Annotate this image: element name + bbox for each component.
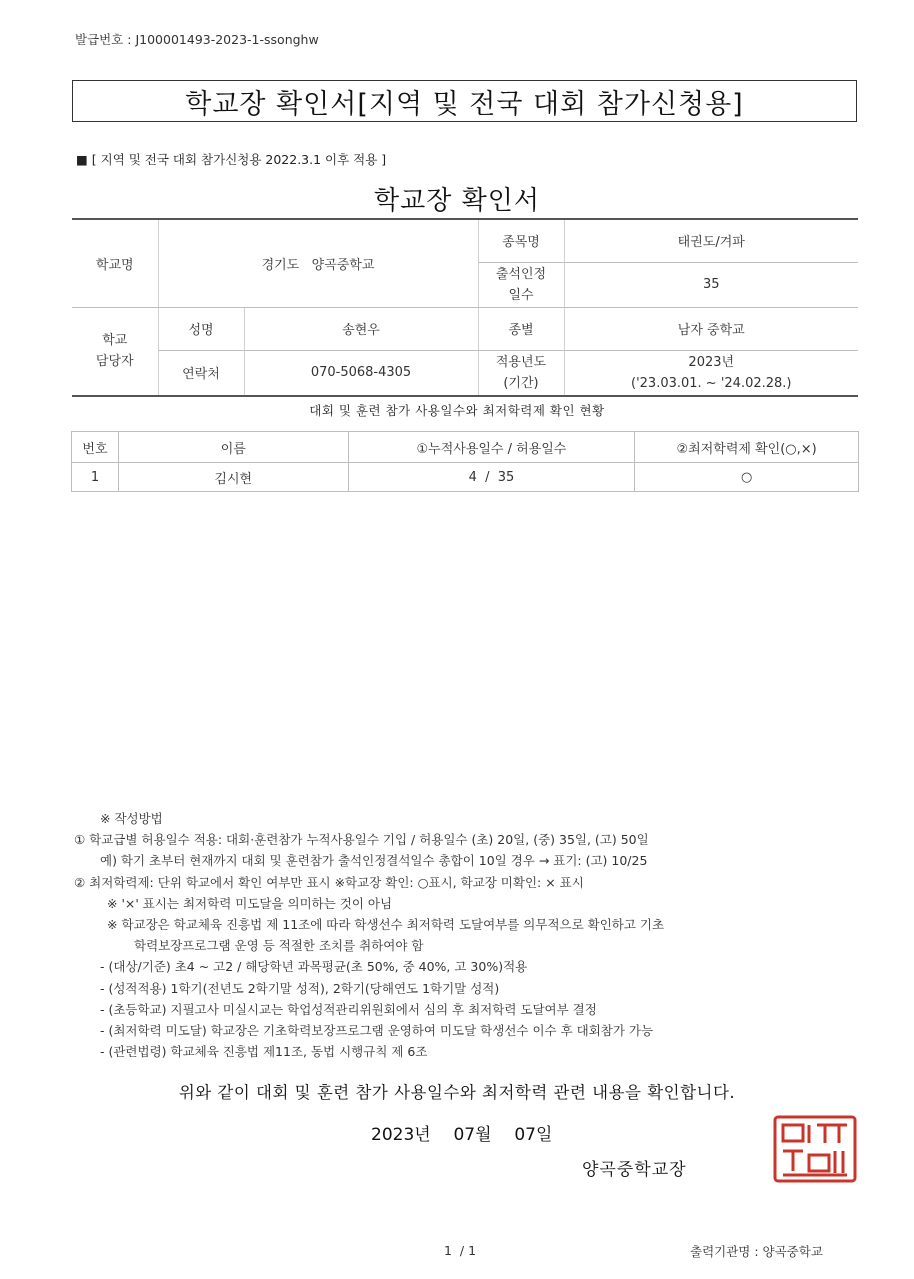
scope-line: ■ [ 지역 및 전국 대회 참가신청용 2022.3.1 이후 적용 ] [76, 152, 387, 167]
col-days-header: ①누적사용일수 / 허용일수 [348, 432, 635, 463]
seal-glyphs [783, 1125, 847, 1175]
col-no-header: 번호 [72, 432, 119, 463]
attend-label-line1: 출석인정 [495, 266, 547, 282]
issue-date: 2023년 07월 07일 [371, 1125, 553, 1145]
detail-1: - (대상/기준) 초4 ~ 고2 / 해당학년 과목평균(초 50%, 중 40%, 고 30%)적용 [100, 959, 528, 975]
issue-number: 발급번호 : J100001493-2023-1-ssonghw [75, 32, 319, 47]
col-name-header: 이름 [118, 432, 348, 463]
detail-3: - (초등학교) 지필고사 미실시교는 학업성적관리위원회에서 심의 후 최저학력 도달여부 결정 [100, 1001, 597, 1017]
attend-label-line2: 일수 [508, 287, 534, 303]
note-2-b-cont: 학력보장프로그램 운영 등 적절한 조치를 취하여야 함 [134, 938, 424, 954]
detail-5: - (관련법령) 학교체육 진흥법 제11조, 동법 시행규칙 제 6조 [100, 1044, 428, 1060]
writing-notes [74, 808, 664, 1062]
table-row [72, 463, 859, 492]
manager-label-line2: 담당자 [95, 354, 134, 369]
type-label: 종별 [478, 307, 564, 350]
note-1-example: 예) 학기 초부터 현재까지 대회 및 훈련참가 출석인정결석일수 총합이 10일 경우 → 표기: (고) 10/25 [100, 853, 648, 869]
confirmation-statement: 위와 같이 대회 및 훈련 참가 사용일수와 최저학력 관련 내용을 확인합니다. [178, 1083, 736, 1102]
principal-name: 양곡중학교장 [582, 1160, 687, 1180]
detail-2: - (성적적용) 1학기(전년도 2학기말 성적), 2학기(당해연도 1학기말 성적) [100, 980, 500, 996]
row-name: 김시현 [118, 463, 348, 492]
year-value [564, 350, 858, 396]
school-value: 경기도 양곡중학교 [158, 219, 478, 307]
status-header-row [72, 432, 859, 463]
status-title: 대회 및 훈련 참가 사용일수와 최저학력제 확인 현황 [309, 403, 605, 418]
detail-4: - (최저학력 미도달) 학교장은 기초학력보장프로그램 운영하여 미도달 학생선수 이수 후 대회참가 가능 [100, 1022, 654, 1038]
sport-label: 종목명 [478, 219, 564, 262]
row-days: 4 / 35 [348, 463, 635, 492]
school-label: 학교명 [72, 219, 158, 307]
manager-label [72, 307, 158, 396]
official-seal [773, 1115, 857, 1183]
note-1: ① 학교급별 허용일수 적용: 대회·훈련참가 누적사용일수 기입 / 허용일수 (초) 20일, (중) 35일, (고) 50일 [74, 832, 649, 848]
page-number: 1 / 1 [444, 1243, 477, 1258]
contact-label: 연락처 [158, 350, 244, 396]
name-label: 성명 [158, 307, 244, 350]
note-2-b: ※ 학교장은 학교체육 진흥법 제 11조에 따라 학생선수 최저학력 도달여부를 의무적으로 확인하고 기초 [107, 916, 665, 932]
notes-heading: ※ 작성방법 [100, 811, 163, 826]
contact-value: 070-5068-4305 [244, 350, 478, 396]
year-value-line1: 2023년 [688, 354, 735, 370]
attend-label [478, 262, 564, 307]
row-check: ○ [635, 463, 859, 492]
note-2-a: ※ '×' 표시는 최저학력 미도달을 의미하는 것이 아님 [107, 895, 393, 911]
type-value: 남자 중학교 [564, 307, 858, 350]
sub-title: 학교장 확인서 [374, 186, 540, 216]
status-table [71, 431, 859, 492]
document-title: 학교장 확인서[지역 및 전국 대회 참가신청용] [72, 80, 857, 122]
year-value-line2: ('23.03.01. ~ '24.02.28.) [631, 375, 792, 391]
year-label [478, 350, 564, 396]
output-organization: 출력기관명 : 양곡중학교 [690, 1244, 823, 1259]
name-value: 송현우 [244, 307, 478, 350]
col-check-header: ②최저학력제 확인(○,×) [635, 432, 859, 463]
year-label-line1: 적용년도 [495, 354, 547, 370]
sport-value: 태권도/겨파 [564, 219, 858, 262]
attend-value: 35 [564, 262, 858, 307]
year-label-line2: (기간) [503, 375, 539, 391]
row-no: 1 [72, 463, 119, 492]
note-2: ② 최저학력제: 단위 학교에서 확인 여부만 표시 ※학교장 확인: ○표시, 학교장 미확인: × 표시 [74, 874, 584, 890]
info-table [72, 218, 858, 397]
manager-label-line1: 학교 [102, 333, 128, 348]
